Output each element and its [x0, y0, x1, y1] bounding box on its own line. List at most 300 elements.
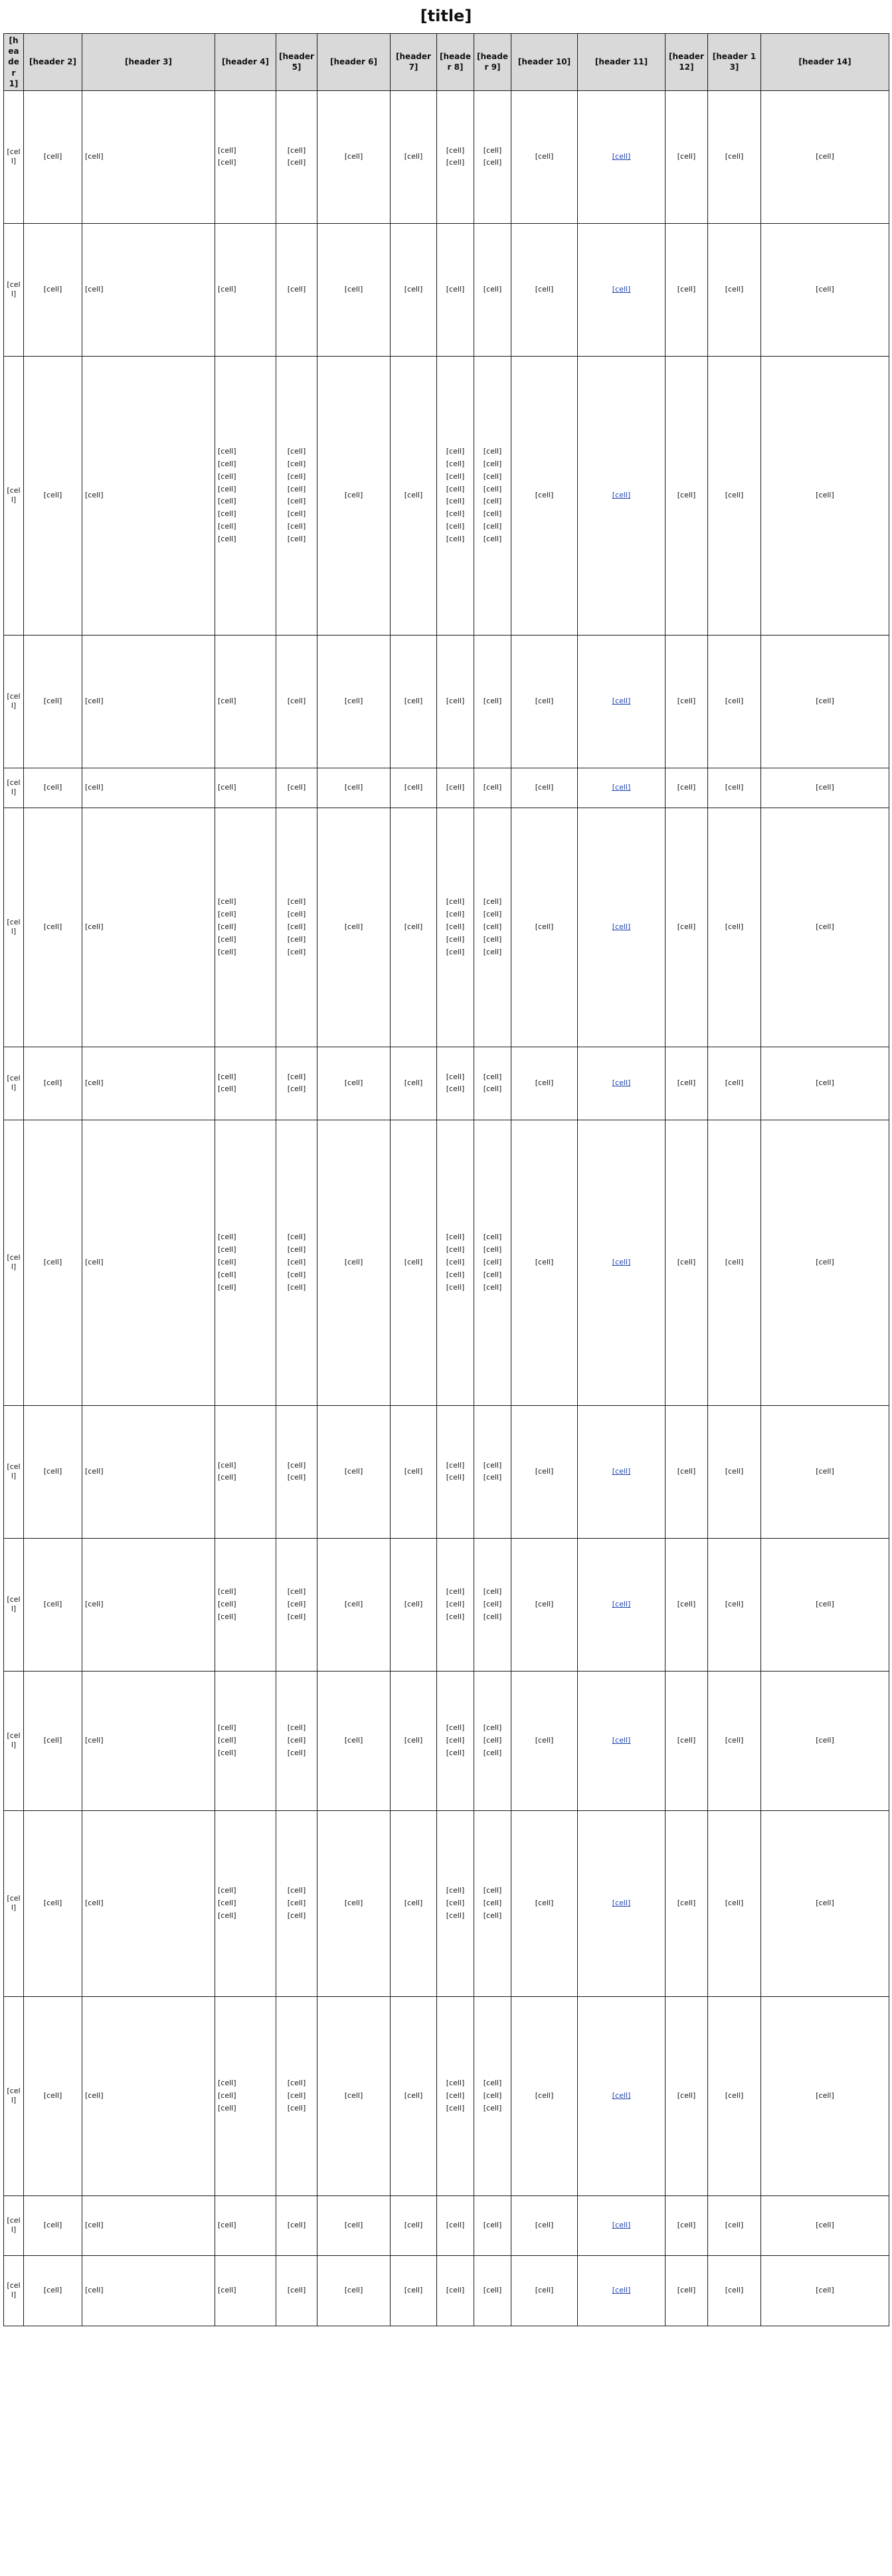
work-location: [cell] [666, 1671, 708, 1810]
monthly-salary [276, 1405, 317, 1538]
table-row [4, 808, 889, 1047]
monthly-salary-line: [cell] [287, 922, 306, 932]
ownership-type: [cell] [761, 2255, 889, 2326]
company-scale: [cell] [708, 1538, 761, 1671]
monthly-salary-line: [cell] [287, 897, 306, 906]
monthly-salary-line: [cell] [287, 1736, 306, 1745]
monthly-salary [276, 1810, 317, 1996]
email-link[interactable]: [cell] [612, 922, 631, 932]
table-header-row [4, 34, 889, 91]
age-range-line: [cell] [446, 285, 465, 294]
hiring-count-line: [cell] [483, 1282, 502, 1292]
email-link[interactable]: [cell] [612, 2221, 631, 2230]
age-range [437, 1047, 474, 1120]
hiring-count-line: [cell] [483, 459, 502, 468]
contact-info: [cell] [511, 1405, 578, 1538]
job-requirement-line: [cell] [218, 697, 236, 706]
hiring-count-line: [cell] [483, 1084, 502, 1094]
treatment-benefits: [cell] [317, 223, 391, 356]
company-scale: [cell] [708, 1120, 761, 1405]
contact-info: [cell] [511, 635, 578, 768]
hiring-count [474, 1996, 511, 2195]
email-link[interactable]: [cell] [612, 2286, 631, 2295]
hiring-count-line: [cell] [483, 783, 502, 792]
work-location: [cell] [666, 1538, 708, 1671]
work-location: [cell] [666, 1996, 708, 2195]
treatment-benefits: [cell] [317, 808, 391, 1047]
job-requirement-line: [cell] [218, 1723, 236, 1733]
monthly-salary-line: [cell] [287, 522, 306, 531]
job-requirement-line: [cell] [218, 158, 236, 167]
job-requirement-line: [cell] [218, 1233, 236, 1242]
table-row [4, 1047, 889, 1120]
monthly-salary-line: [cell] [287, 1748, 306, 1757]
hiring-count-line: [cell] [483, 534, 502, 543]
job-requirement-line: [cell] [218, 2079, 236, 2088]
monthly-salary-line: [cell] [287, 472, 306, 481]
job-requirement-line: [cell] [218, 484, 236, 493]
job-requirement [215, 1120, 276, 1405]
hiring-count [474, 223, 511, 356]
company-name: [cell] [24, 635, 82, 768]
job-requirement-line: [cell] [218, 509, 236, 519]
monthly-salary-line: [cell] [287, 509, 306, 519]
monthly-salary-line: [cell] [287, 947, 306, 956]
job-requirement-line: [cell] [218, 2103, 236, 2112]
row-number: [cell] [4, 768, 24, 808]
age-range-line: [cell] [446, 1473, 465, 1482]
education-level: [cell] [391, 1810, 437, 1996]
age-range-line: [cell] [446, 1748, 465, 1757]
age-range-line: [cell] [446, 2091, 465, 2101]
job-requirement-line: [cell] [218, 934, 236, 944]
age-range [437, 2195, 474, 2255]
age-range-line: [cell] [446, 1612, 465, 1621]
education-level: [cell] [391, 1538, 437, 1671]
company-name: [cell] [24, 2195, 82, 2255]
company-intro: [cell] [82, 1047, 215, 1120]
hiring-count [474, 1810, 511, 1996]
contact-info: [cell] [511, 1996, 578, 2195]
company-scale: [cell] [708, 2195, 761, 2255]
job-requirement [215, 1047, 276, 1120]
education-level: [cell] [391, 768, 437, 808]
monthly-salary-line: [cell] [287, 497, 306, 506]
company-name: [cell] [24, 1120, 82, 1405]
header-cell: [header 14] [761, 34, 889, 91]
treatment-benefits: [cell] [317, 2255, 391, 2326]
company-name: [cell] [24, 1405, 82, 1538]
age-range-line: [cell] [446, 697, 465, 706]
job-requirement-line: [cell] [218, 1600, 236, 1609]
hiring-count-line: [cell] [483, 2286, 502, 2295]
hiring-count-line: [cell] [483, 2221, 502, 2230]
monthly-salary-line: [cell] [287, 1723, 306, 1733]
job-requirement-line: [cell] [218, 1911, 236, 1920]
email-link[interactable]: [cell] [612, 2091, 631, 2101]
hiring-count [474, 635, 511, 768]
age-range-line: [cell] [446, 534, 465, 543]
job-requirement-line: [cell] [218, 522, 236, 531]
hiring-count [474, 90, 511, 223]
job-requirement-line: [cell] [218, 1587, 236, 1596]
monthly-salary-line: [cell] [287, 2221, 306, 2230]
job-requirement-line: [cell] [218, 1258, 236, 1267]
monthly-salary-line: [cell] [287, 1473, 306, 1482]
work-location: [cell] [666, 768, 708, 808]
job-requirement [215, 1538, 276, 1671]
job-requirement [215, 2255, 276, 2326]
email-link[interactable]: [cell] [612, 1600, 631, 1609]
company-name: [cell] [24, 1996, 82, 2195]
contact-info: [cell] [511, 808, 578, 1047]
row-number: [cell] [4, 356, 24, 635]
age-range-line: [cell] [446, 1084, 465, 1094]
table-row [4, 1810, 889, 1996]
age-range-line: [cell] [446, 783, 465, 792]
age-range-line: [cell] [446, 1282, 465, 1292]
company-name: [cell] [24, 1671, 82, 1810]
monthly-salary-line: [cell] [287, 1899, 306, 1908]
job-requirement-line: [cell] [218, 897, 236, 906]
company-intro: [cell] [82, 808, 215, 1047]
work-location: [cell] [666, 2195, 708, 2255]
hiring-count-line: [cell] [483, 2103, 502, 2112]
education-level: [cell] [391, 1120, 437, 1405]
header-cell: [header 7] [391, 34, 437, 91]
monthly-salary [276, 2195, 317, 2255]
monthly-salary [276, 808, 317, 1047]
age-range-line: [cell] [446, 897, 465, 906]
ownership-type: [cell] [761, 1996, 889, 2195]
header-cell: [header 9] [474, 34, 511, 91]
age-range-line: [cell] [446, 2286, 465, 2295]
job-requirement-line: [cell] [218, 910, 236, 919]
row-number: [cell] [4, 808, 24, 1047]
company-intro: [cell] [82, 768, 215, 808]
job-requirement-line: [cell] [218, 783, 236, 792]
education-level: [cell] [391, 1047, 437, 1120]
age-range-line: [cell] [446, 472, 465, 481]
monthly-salary-line: [cell] [287, 285, 306, 294]
email-cell [578, 1538, 666, 1671]
email-cell [578, 768, 666, 808]
monthly-salary-line: [cell] [287, 1587, 306, 1596]
treatment-benefits: [cell] [317, 1810, 391, 1996]
ownership-type: [cell] [761, 90, 889, 223]
email-link[interactable]: [cell] [612, 1258, 631, 1267]
monthly-salary-line: [cell] [287, 484, 306, 493]
header-cell: [header 10] [511, 34, 578, 91]
hiring-count-line: [cell] [483, 1612, 502, 1621]
age-range-line: [cell] [446, 1233, 465, 1242]
hiring-count-line: [cell] [483, 447, 502, 456]
contact-info: [cell] [511, 1538, 578, 1671]
age-range [437, 768, 474, 808]
treatment-benefits: [cell] [317, 1047, 391, 1120]
email-link[interactable]: [cell] [612, 1467, 631, 1476]
company-scale: [cell] [708, 1671, 761, 1810]
table-row [4, 1671, 889, 1810]
hiring-count-line: [cell] [483, 1886, 502, 1895]
treatment-benefits: [cell] [317, 1996, 391, 2195]
hiring-count [474, 808, 511, 1047]
email-link[interactable]: [cell] [612, 783, 631, 792]
monthly-salary-line: [cell] [287, 697, 306, 706]
treatment-benefits: [cell] [317, 635, 391, 768]
contact-info: [cell] [511, 2255, 578, 2326]
header-cell: [header 8] [437, 34, 474, 91]
email-cell [578, 1405, 666, 1538]
row-number: [cell] [4, 2195, 24, 2255]
treatment-benefits: [cell] [317, 1671, 391, 1810]
monthly-salary-line: [cell] [287, 145, 306, 155]
contact-info: [cell] [511, 223, 578, 356]
age-range [437, 356, 474, 635]
treatment-benefits: [cell] [317, 1405, 391, 1538]
company-name: [cell] [24, 768, 82, 808]
email-link[interactable]: [cell] [612, 697, 631, 706]
monthly-salary-line: [cell] [287, 1270, 306, 1279]
age-range-line: [cell] [446, 484, 465, 493]
row-number: [cell] [4, 635, 24, 768]
email-cell [578, 1047, 666, 1120]
hiring-count-line: [cell] [483, 1899, 502, 1908]
job-requirement [215, 223, 276, 356]
hiring-count-line: [cell] [483, 158, 502, 167]
age-range-line: [cell] [446, 2221, 465, 2230]
job-requirement [215, 2195, 276, 2255]
job-table [3, 33, 889, 2326]
job-requirement-line: [cell] [218, 472, 236, 481]
email-link[interactable]: [cell] [612, 491, 631, 500]
table-row [4, 2195, 889, 2255]
company-intro: [cell] [82, 2255, 215, 2326]
hiring-count-line: [cell] [483, 2079, 502, 2088]
education-level: [cell] [391, 1996, 437, 2195]
hiring-count [474, 356, 511, 635]
education-level: [cell] [391, 2195, 437, 2255]
hiring-count-line: [cell] [483, 1460, 502, 1470]
age-range-line: [cell] [446, 1600, 465, 1609]
hiring-count [474, 1538, 511, 1671]
work-location: [cell] [666, 635, 708, 768]
job-requirement-line: [cell] [218, 922, 236, 932]
age-range-line: [cell] [446, 1886, 465, 1895]
hiring-count-line: [cell] [483, 1600, 502, 1609]
hiring-count [474, 1120, 511, 1405]
education-level: [cell] [391, 808, 437, 1047]
monthly-salary-line: [cell] [287, 1245, 306, 1254]
hiring-count [474, 1671, 511, 1810]
age-range [437, 1120, 474, 1405]
age-range-line: [cell] [446, 934, 465, 944]
company-intro: [cell] [82, 635, 215, 768]
job-requirement-line: [cell] [218, 1736, 236, 1745]
hiring-count-line: [cell] [483, 1245, 502, 1254]
header-cell: [header 4] [215, 34, 276, 91]
header-cell: [header 1] [4, 34, 24, 91]
work-location: [cell] [666, 356, 708, 635]
contact-info: [cell] [511, 1671, 578, 1810]
monthly-salary-line: [cell] [287, 2079, 306, 2088]
email-link[interactable]: [cell] [612, 285, 631, 294]
company-name: [cell] [24, 1810, 82, 1996]
ownership-type: [cell] [761, 223, 889, 356]
email-cell [578, 2195, 666, 2255]
table-row [4, 356, 889, 635]
hiring-count-line: [cell] [483, 522, 502, 531]
ownership-type: [cell] [761, 1120, 889, 1405]
hiring-count-line: [cell] [483, 472, 502, 481]
email-cell [578, 1810, 666, 1996]
monthly-salary-line: [cell] [287, 910, 306, 919]
table-row [4, 90, 889, 223]
age-range-line: [cell] [446, 2103, 465, 2112]
company-scale: [cell] [708, 1996, 761, 2195]
company-intro: [cell] [82, 2195, 215, 2255]
row-number: [cell] [4, 1405, 24, 1538]
age-range [437, 1996, 474, 2195]
age-range [437, 2255, 474, 2326]
monthly-salary-line: [cell] [287, 783, 306, 792]
hiring-count-line: [cell] [483, 484, 502, 493]
job-requirement [215, 808, 276, 1047]
work-location: [cell] [666, 2255, 708, 2326]
email-link[interactable]: [cell] [612, 152, 631, 161]
age-range [437, 223, 474, 356]
monthly-salary [276, 1996, 317, 2195]
email-link[interactable]: [cell] [612, 1899, 631, 1908]
age-range-line: [cell] [446, 459, 465, 468]
ownership-type: [cell] [761, 1671, 889, 1810]
company-intro: [cell] [82, 90, 215, 223]
age-range-line: [cell] [446, 509, 465, 519]
header-cell: [header 12] [666, 34, 708, 91]
email-cell [578, 1120, 666, 1405]
age-range-line: [cell] [446, 1245, 465, 1254]
table-row [4, 635, 889, 768]
table-row [4, 1996, 889, 2195]
job-requirement-line: [cell] [218, 459, 236, 468]
table-row [4, 2255, 889, 2326]
company-scale: [cell] [708, 635, 761, 768]
job-requirement-line: [cell] [218, 2286, 236, 2295]
page-title: [title] [420, 7, 472, 25]
monthly-salary-line: [cell] [287, 1233, 306, 1242]
contact-info: [cell] [511, 1120, 578, 1405]
row-number: [cell] [4, 1996, 24, 2195]
monthly-salary [276, 2255, 317, 2326]
email-cell [578, 356, 666, 635]
company-scale: [cell] [708, 1047, 761, 1120]
job-requirement-line: [cell] [218, 1282, 236, 1292]
age-range [437, 635, 474, 768]
age-range [437, 1671, 474, 1810]
monthly-salary-line: [cell] [287, 158, 306, 167]
hiring-count-line: [cell] [483, 1270, 502, 1279]
age-range-line: [cell] [446, 1723, 465, 1733]
education-level: [cell] [391, 635, 437, 768]
monthly-salary-line: [cell] [287, 1084, 306, 1094]
hiring-count-line: [cell] [483, 509, 502, 519]
row-number: [cell] [4, 90, 24, 223]
company-scale: [cell] [708, 223, 761, 356]
ownership-type: [cell] [761, 768, 889, 808]
job-requirement-line: [cell] [218, 1270, 236, 1279]
ownership-type: [cell] [761, 1810, 889, 1996]
monthly-salary-line: [cell] [287, 459, 306, 468]
job-requirement-line: [cell] [218, 285, 236, 294]
hiring-count-line: [cell] [483, 1587, 502, 1596]
company-scale: [cell] [708, 356, 761, 635]
job-requirement [215, 356, 276, 635]
company-name: [cell] [24, 1538, 82, 1671]
email-link[interactable]: [cell] [612, 1078, 631, 1088]
company-scale: [cell] [708, 90, 761, 223]
hiring-count-line: [cell] [483, 1723, 502, 1733]
header-cell: [header 6] [317, 34, 391, 91]
age-range [437, 808, 474, 1047]
work-location: [cell] [666, 1120, 708, 1405]
hiring-count-line: [cell] [483, 910, 502, 919]
ownership-type: [cell] [761, 635, 889, 768]
hiring-count-line: [cell] [483, 1072, 502, 1081]
job-requirement [215, 1810, 276, 1996]
job-requirement-line: [cell] [218, 1072, 236, 1081]
education-level: [cell] [391, 356, 437, 635]
hiring-count-line: [cell] [483, 697, 502, 706]
age-range-line: [cell] [446, 522, 465, 531]
age-range-line: [cell] [446, 2079, 465, 2088]
hiring-count-line: [cell] [483, 1258, 502, 1267]
row-number: [cell] [4, 1671, 24, 1810]
email-cell [578, 1996, 666, 2195]
work-location: [cell] [666, 1810, 708, 1996]
treatment-benefits: [cell] [317, 90, 391, 223]
contact-info: [cell] [511, 90, 578, 223]
age-range-line: [cell] [446, 910, 465, 919]
monthly-salary [276, 1047, 317, 1120]
row-number: [cell] [4, 1120, 24, 1405]
email-cell [578, 808, 666, 1047]
job-requirement-line: [cell] [218, 1473, 236, 1482]
hiring-count-line: [cell] [483, 2091, 502, 2101]
contact-info: [cell] [511, 768, 578, 808]
table-row [4, 1120, 889, 1405]
company-intro: [cell] [82, 1810, 215, 1996]
contact-info: [cell] [511, 1047, 578, 1120]
age-range [437, 1405, 474, 1538]
monthly-salary [276, 768, 317, 808]
age-range-line: [cell] [446, 1736, 465, 1745]
education-level: [cell] [391, 2255, 437, 2326]
job-requirement [215, 635, 276, 768]
age-range-line: [cell] [446, 922, 465, 932]
email-link[interactable]: [cell] [612, 1736, 631, 1745]
treatment-benefits: [cell] [317, 2195, 391, 2255]
hiring-count [474, 2255, 511, 2326]
monthly-salary-line: [cell] [287, 1258, 306, 1267]
job-requirement-line: [cell] [218, 1886, 236, 1895]
age-range-line: [cell] [446, 158, 465, 167]
monthly-salary-line: [cell] [287, 1072, 306, 1081]
monthly-salary-line: [cell] [287, 1612, 306, 1621]
treatment-benefits: [cell] [317, 1120, 391, 1405]
age-range-line: [cell] [446, 1899, 465, 1908]
job-requirement-line: [cell] [218, 1460, 236, 1470]
monthly-salary [276, 1538, 317, 1671]
